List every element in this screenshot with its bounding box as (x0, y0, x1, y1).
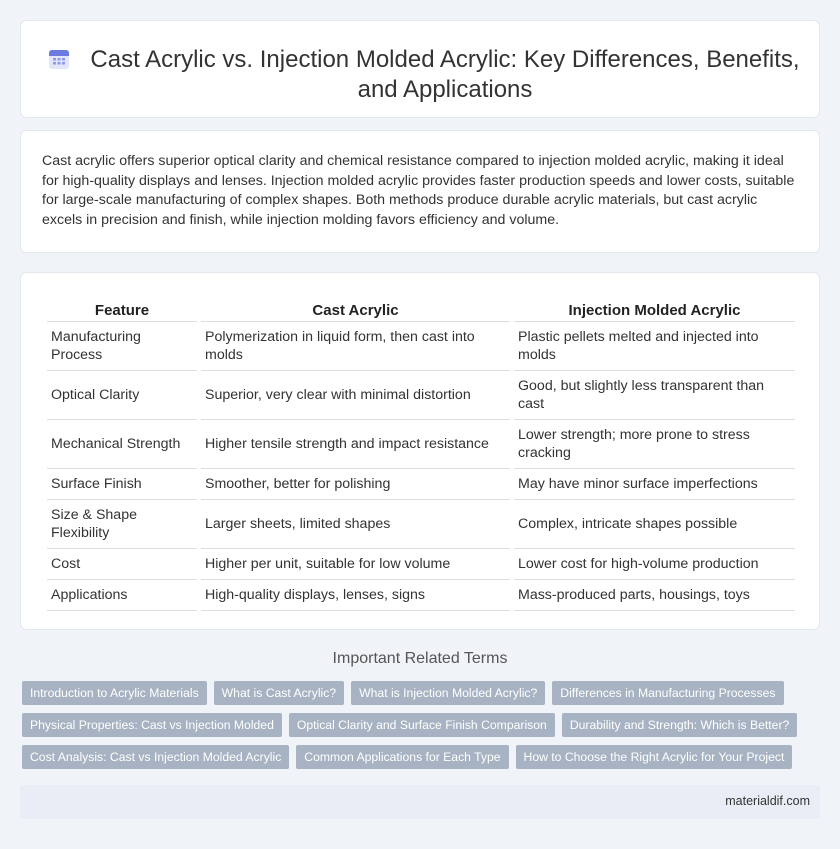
table-cell: Surface Finish (47, 469, 197, 500)
summary-text: Cast acrylic offers superior optical clarity and chemical resistance compared to injection molded acrylic, making it ideal for high-quality displays and lenses. Injection molded acrylic provides faster production speeds and lower costs, suitable for large-scale manufacturing of complex shapes. Both methods produce durable acrylic materials, but cast acrylic excels in precision and finish, while injection molding favors efficiency and volume. (42, 153, 795, 228)
column-header: Feature (47, 295, 197, 322)
table-cell: Complex, intricate shapes possible (514, 500, 795, 549)
table-cell: Lower cost for high-volume production (514, 549, 795, 580)
table-cell: May have minor surface imperfections (514, 469, 795, 500)
table-cell: Manufacturing Process (47, 322, 197, 371)
comparison-table (43, 295, 799, 611)
calendar-icon (47, 47, 71, 71)
table-cell: Lower strength; more prone to stress cracking (514, 420, 795, 469)
table-row (47, 580, 795, 611)
page-title: Cast Acrylic vs. Injection Molded Acrylic: Key Differences, Benefits, and Applications (90, 46, 800, 103)
table-cell: Larger sheets, limited shapes (201, 500, 510, 549)
related-term-tag[interactable]: Cost Analysis: Cast vs Injection Molded Acrylic (22, 745, 289, 769)
related-term-tag[interactable]: How to Choose the Right Acrylic for Your Project (516, 745, 793, 769)
comparison-table-card (20, 272, 820, 630)
related-term-tag[interactable]: Physical Properties: Cast vs Injection Molded (22, 713, 282, 737)
table-cell: Good, but slightly less transparent than cast (514, 371, 795, 420)
table-cell: Superior, very clear with minimal distortion (201, 371, 510, 420)
table-cell: Optical Clarity (47, 371, 197, 420)
table-row (47, 500, 795, 549)
table-row (47, 420, 795, 469)
related-term-tag[interactable]: Differences in Manufacturing Processes (552, 681, 783, 705)
table-row (47, 469, 795, 500)
table-cell: Plastic pellets melted and injected into molds (514, 322, 795, 371)
related-terms-title: Important Related Terms (332, 650, 508, 667)
title-card (20, 20, 820, 118)
table-row (47, 371, 795, 420)
related-term-tag[interactable]: Optical Clarity and Surface Finish Comparison (289, 713, 555, 737)
footer (20, 785, 820, 819)
table-header-row (47, 295, 795, 322)
table-cell: Cost (47, 549, 197, 580)
table-cell: High-quality displays, lenses, signs (201, 580, 510, 611)
table-cell: Mass-produced parts, housings, toys (514, 580, 795, 611)
table-cell: Smoother, better for polishing (201, 469, 510, 500)
column-header: Injection Molded Acrylic (514, 295, 795, 322)
column-header: Cast Acrylic (201, 295, 510, 322)
table-cell: Polymerization in liquid form, then cast into molds (201, 322, 510, 371)
related-term-tag[interactable]: Introduction to Acrylic Materials (22, 681, 207, 705)
related-term-tag[interactable]: What is Injection Molded Acrylic? (351, 681, 545, 705)
table-cell: Higher per unit, suitable for low volume (201, 549, 510, 580)
table-row (47, 322, 795, 371)
related-term-tag[interactable]: Durability and Strength: Which is Better? (562, 713, 797, 737)
summary-card (20, 130, 820, 253)
table-cell: Applications (47, 580, 197, 611)
related-term-tag[interactable]: Common Applications for Each Type (296, 745, 508, 769)
table-row (47, 549, 795, 580)
table-cell: Higher tensile strength and impact resistance (201, 420, 510, 469)
related-terms-list (22, 681, 822, 769)
table-cell: Mechanical Strength (47, 420, 197, 469)
related-term-tag[interactable]: What is Cast Acrylic? (214, 681, 344, 705)
table-cell: Size & Shape Flexibility (47, 500, 197, 549)
footer-site-link[interactable]: materialdif.com (725, 794, 810, 808)
